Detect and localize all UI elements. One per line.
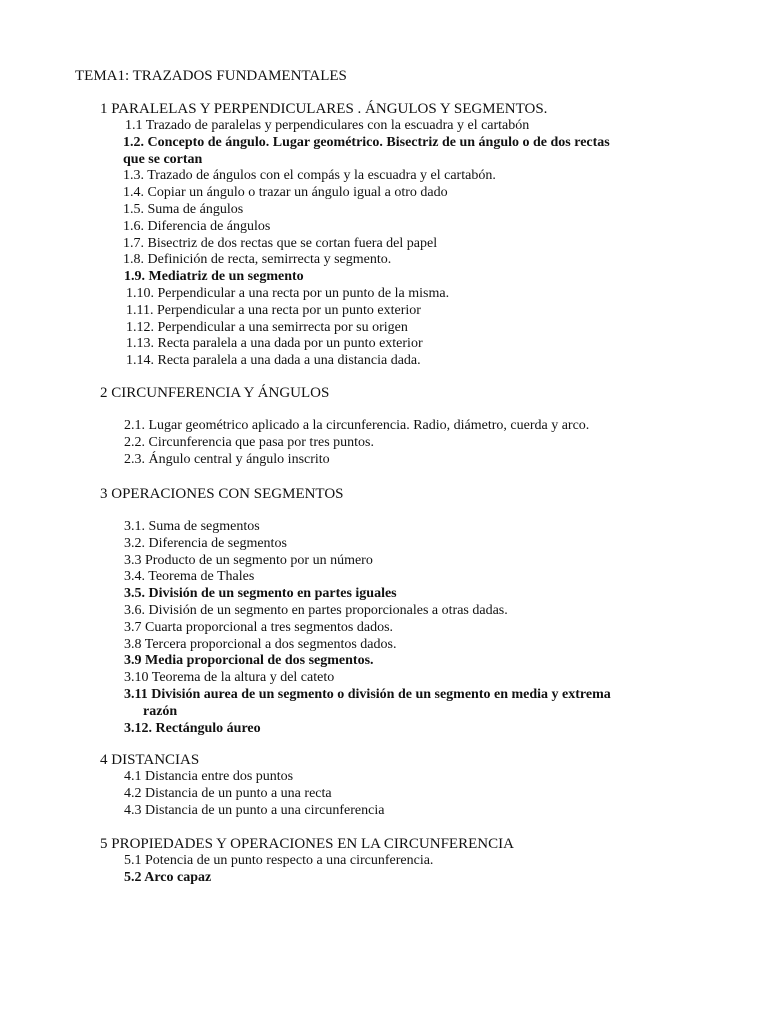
list-item: 4.1 Distancia entre dos puntos bbox=[124, 769, 294, 784]
list-item: 1.13. Recta paralela a una dada por un punto exterior bbox=[126, 336, 423, 352]
list-item: 1.1 Trazado de paralelas y perpendiculares con la escuadra y el cartabón bbox=[125, 118, 530, 133]
list-item: 1.4. Copiar un ángulo o trazar un ángulo igual a otro dado bbox=[123, 185, 448, 201]
list-item: 1.14. Recta paralela a una dada a una distancia dada. bbox=[126, 353, 421, 369]
list-item: 1.6. Diferencia de ángulos bbox=[123, 218, 271, 234]
section-title: 3 OPERACIONES CON SEGMENTOS bbox=[100, 486, 344, 502]
list-item: 5.2 Arco capaz bbox=[124, 869, 212, 885]
list-item: 1.10. Perpendicular a una recta por un punto de la misma. bbox=[126, 285, 450, 301]
list-item-text: 3.11 División aurea de un segmento o división de un segmento en media y extrema bbox=[124, 686, 611, 702]
section-title: 2 CIRCUNFERENCIA Y ÁNGULOS bbox=[100, 385, 330, 401]
list-item: 5.1 Potencia de un punto respecto a una circunferencia. bbox=[124, 853, 434, 868]
list-item: 3.9 Media proporcional de dos segmentos. bbox=[124, 653, 374, 669]
list-item-text: 1.2. Concepto de ángulo. Lugar geométrico. Bisectriz de un ángulo o de dos rectas bbox=[123, 134, 610, 150]
list-item: 3.7 Cuarta proporcional a tres segmentos dados. bbox=[124, 619, 394, 635]
list-item: 4.3 Distancia de un punto a una circunferencia bbox=[124, 802, 385, 818]
list-item: 3.6. División de un segmento en partes proporcionales a otras dadas. bbox=[124, 602, 508, 618]
section-title: 5 PROPIEDADES Y OPERACIONES EN LA CIRCUNFERENCIA bbox=[100, 836, 514, 852]
list-item: 4.2 Distancia de un punto a una recta bbox=[124, 785, 332, 801]
list-item-continuation: razón bbox=[143, 703, 178, 719]
list-item: 3.8 Tercera proporcional a dos segmentos dados. bbox=[124, 636, 397, 652]
list-item: 3.4. Teorema de Thales bbox=[124, 569, 255, 585]
document-title: TEMA1: TRAZADOS FUNDAMENTALES bbox=[75, 68, 347, 84]
list-item: 1.9. Mediatriz de un segmento bbox=[124, 269, 304, 285]
list-item: 3.3 Producto de un segmento por un número bbox=[124, 552, 373, 568]
list-item: 3.5. División de un segmento en partes iguales bbox=[124, 586, 397, 602]
list-item bbox=[123, 135, 610, 169]
list-item: 3.12. Rectángulo áureo bbox=[124, 720, 261, 736]
section-5 bbox=[100, 835, 514, 887]
list-item: 3.10 Teorema de la altura y del cateto bbox=[124, 670, 335, 686]
list-item: 3.1. Suma de segmentos bbox=[124, 519, 260, 534]
section-3 bbox=[100, 485, 611, 737]
list-item: 1.12. Perpendicular a una semirrecta por su origen bbox=[126, 319, 408, 335]
section-1 bbox=[100, 100, 610, 370]
section-title: 1 PARALELAS Y PERPENDICULARES . ÁNGULOS Y SEGMENTOS. bbox=[100, 101, 548, 117]
section-4 bbox=[100, 751, 384, 819]
list-item: 1.3. Trazado de ángulos con el compás y la escuadra y el cartabón. bbox=[123, 168, 496, 184]
section-2 bbox=[100, 384, 589, 468]
list-item: 2.2. Circunferencia que pasa por tres puntos. bbox=[124, 434, 374, 450]
list-item: 2.1. Lugar geométrico aplicado a la circunferencia. Radio, diámetro, cuerda y arco. bbox=[124, 418, 590, 433]
list-item: 1.7. Bisectriz de dos rectas que se cortan fuera del papel bbox=[123, 235, 438, 251]
list-item: 3.2. Diferencia de segmentos bbox=[124, 535, 287, 551]
list-item: 1.11. Perpendicular a una recta por un punto exterior bbox=[126, 302, 421, 318]
list-item bbox=[124, 687, 611, 721]
section-title: 4 DISTANCIAS bbox=[100, 752, 200, 768]
list-item-continuation: que se cortan bbox=[123, 151, 203, 167]
list-item: 1.5. Suma de ángulos bbox=[123, 201, 244, 217]
list-item: 2.3. Ángulo central y ángulo inscrito bbox=[124, 451, 330, 467]
list-item: 1.8. Definición de recta, semirrecta y segmento. bbox=[123, 252, 392, 268]
